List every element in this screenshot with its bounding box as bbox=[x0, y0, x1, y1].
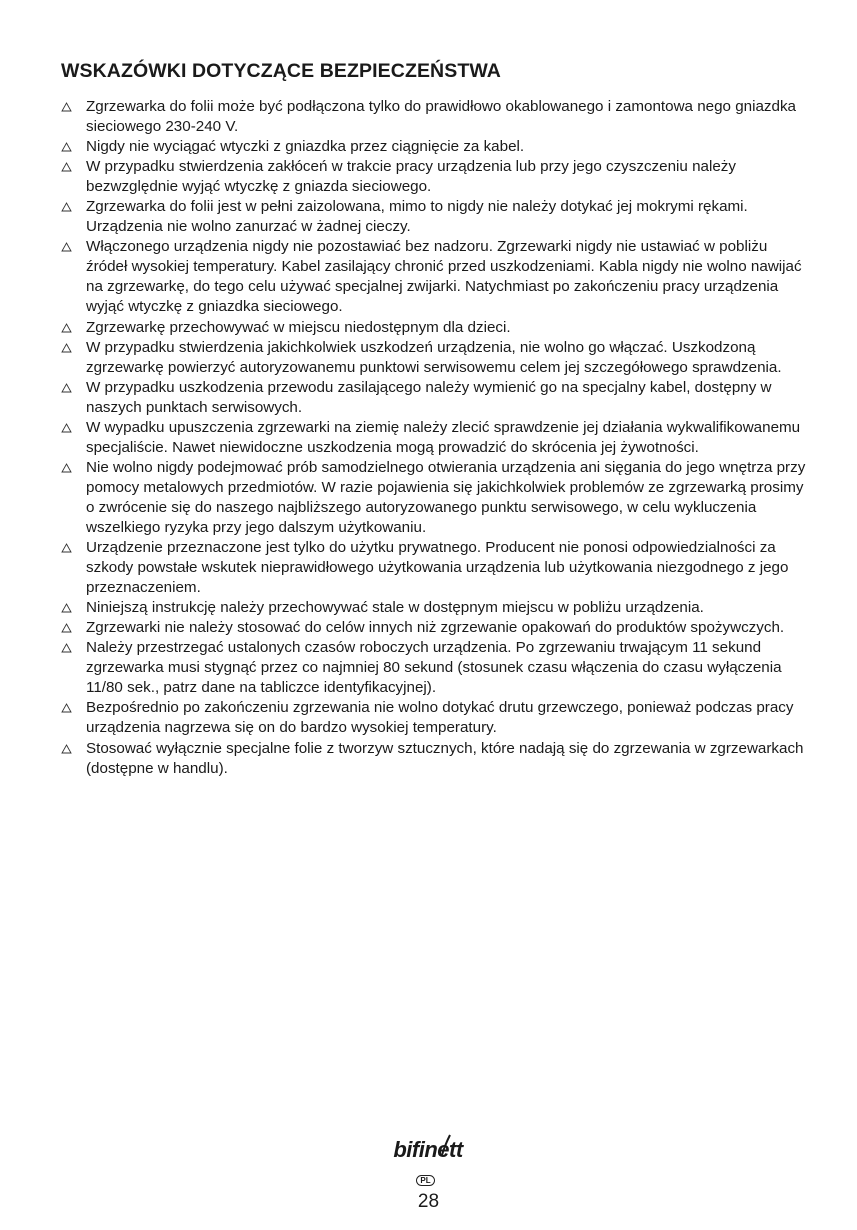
list-item bbox=[61, 538, 806, 598]
list-item bbox=[61, 137, 806, 157]
warning-triangle-icon bbox=[61, 623, 72, 633]
list-item bbox=[61, 157, 806, 197]
list-item bbox=[61, 237, 806, 317]
list-item bbox=[61, 378, 806, 418]
list-item bbox=[61, 458, 806, 538]
list-item bbox=[61, 698, 806, 738]
list-item bbox=[61, 97, 806, 137]
list-item-text: W przypadku uszkodzenia przewodu zasilającego należy wymienić go na specjalny kabel, dostępny w naszych punktach serwisowych. bbox=[86, 378, 772, 416]
warning-triangle-icon bbox=[61, 343, 72, 353]
list-item-text: Zgrzewarki nie należy stosować do celów innych niż zgrzewanie opakowań do produktów spożywczych. bbox=[86, 619, 785, 637]
logo-text: bifinett bbox=[393, 1137, 463, 1162]
list-item-text: W przypadku stwierdzenia zakłóceń w trakcie pracy urządzenia lub przy jego czyszczeniu należy bezwzględnie wyjąć wtyczkę z gniazda sieciowego. bbox=[86, 158, 736, 196]
list-item-text: Zgrzewarka do folii może być podłączona tylko do prawidłowo okablowanego i zamontowa nego gniazdka sieciowego 230-240 V. bbox=[86, 98, 797, 136]
warning-triangle-icon bbox=[61, 202, 72, 212]
list-item-text: W wypadku upuszczenia zgrzewarki na ziemię należy zlecić sprawdzenie jej działania wykwalifikowanemu specjaliście. Nawet niewidoczne uszkodzenia mogą prowadzić do skrócenia jej żywotności. bbox=[86, 418, 801, 456]
list-item-text: Zgrzewarka do folii jest w pełni zaizolowana, mimo to nigdy nie należy dotykać jej mokrymi rękami. Urządzenia nie wolno zanurzać w żadnej cieczy. bbox=[86, 198, 748, 236]
list-item-text: Nigdy nie wyciągać wtyczki z gniazdka przez ciągnięcie za kabel. bbox=[86, 138, 525, 156]
list-item-text: Urządzenie przeznaczone jest tylko do użytku prywatnego. Producent nie ponosi odpowiedzialności za szkody powstałe wskutek nieprawidłowego użytkowania urządzenia lub użytkowania niezgodnego z jego przeznaczeniem. bbox=[86, 539, 789, 597]
list-item bbox=[61, 197, 806, 237]
warning-triangle-icon bbox=[61, 744, 72, 754]
warning-triangle-icon bbox=[61, 323, 72, 333]
warning-triangle-icon bbox=[61, 463, 72, 473]
warning-triangle-icon bbox=[61, 142, 72, 152]
list-item bbox=[61, 618, 806, 638]
warning-triangle-icon bbox=[61, 102, 72, 112]
list-item bbox=[61, 338, 806, 378]
warning-triangle-icon bbox=[61, 162, 72, 172]
page-number: 28 bbox=[417, 1191, 440, 1212]
list-item bbox=[61, 638, 806, 698]
safety-instructions-list bbox=[61, 97, 806, 779]
list-item bbox=[61, 418, 806, 458]
list-item-text: Stosować wyłącznie specjalne folie z tworzyw sztucznych, które nadają się do zgrzewania w zgrzewarkach (dostępne w handlu). bbox=[86, 739, 804, 777]
warning-triangle-icon bbox=[61, 423, 72, 433]
list-item-text: Bezpośrednio po zakończeniu zgrzewania nie wolno dotykać drutu grzewczego, ponieważ podczas pracy urządzenia nagrzewa się on do bardzo wysokiej temperatury. bbox=[86, 699, 794, 737]
language-badge: PL bbox=[416, 1175, 435, 1186]
list-item bbox=[61, 318, 806, 338]
warning-triangle-icon bbox=[61, 242, 72, 252]
list-item-text: Nie wolno nigdy podejmować prób samodzielnego otwierania urządzenia ani sięgania do jego wnętrza przy pomocy metalowych przedmiotów. W razie pojawienia się jakichkolwiek problemów ze zgrzewarką prosimy o zwrócenie się do naszego najbliższego autoryzowanego punktu serwisowego, w celu wykluczenia wszelkiego ryzyka przy jego dalszym użytkowaniu. bbox=[86, 458, 806, 536]
warning-triangle-icon bbox=[61, 643, 72, 653]
list-item-text: Niniejszą instrukcję należy przechowywać stale w dostępnym miejscu w pobliżu urządzenia. bbox=[86, 599, 704, 617]
list-item-text: W przypadku stwierdzenia jakichkolwiek uszkodzeń urządzenia, nie wolno go włączać. Uszkodzoną zgrzewarkę powierzyć autoryzowanemu punktowi serwisowemu celem jej szczegółowego sprawdzenia. bbox=[86, 338, 782, 376]
list-item-text: Włączonego urządzenia nigdy nie pozostawiać bez nadzoru. Zgrzewarki nigdy nie ustawiać w pobliżu źródeł wysokiej temperatury. Kabel zasilający chronić przed uszkodzeniami. Kabla nigdy nie wolno nawijać na zgrzewarkę, do tego celu używać specjalnej zwijarki. Natychmiast po zakończeniu pracy urządzenia wyjąć wtyczkę z gniazdka sieciowego. bbox=[86, 238, 802, 316]
warning-triangle-icon bbox=[61, 703, 72, 713]
bifinett-logo bbox=[380, 1133, 476, 1167]
list-item-text: Należy przestrzegać ustalonych czasów roboczych urządzenia. Po zgrzewaniu trwającym 11 sekund zgrzewarka musi stygnąć przez co najmniej 80 sekund (stosunek czasu włączenia do czasu wyłączenia 11/80 sek., patrz dane na tabliczce identyfikacyjnej). bbox=[86, 639, 782, 697]
warning-triangle-icon bbox=[61, 383, 72, 393]
warning-triangle-icon bbox=[61, 543, 72, 553]
list-item-text: Zgrzewarkę przechowywać w miejscu niedostępnym dla dzieci. bbox=[86, 318, 511, 336]
list-item bbox=[61, 598, 806, 618]
section-heading: WSKAZÓWKI DOTYCZĄCE BEZPIECZEŃSTWA bbox=[61, 60, 501, 82]
warning-triangle-icon bbox=[61, 603, 72, 613]
list-item bbox=[61, 739, 806, 779]
